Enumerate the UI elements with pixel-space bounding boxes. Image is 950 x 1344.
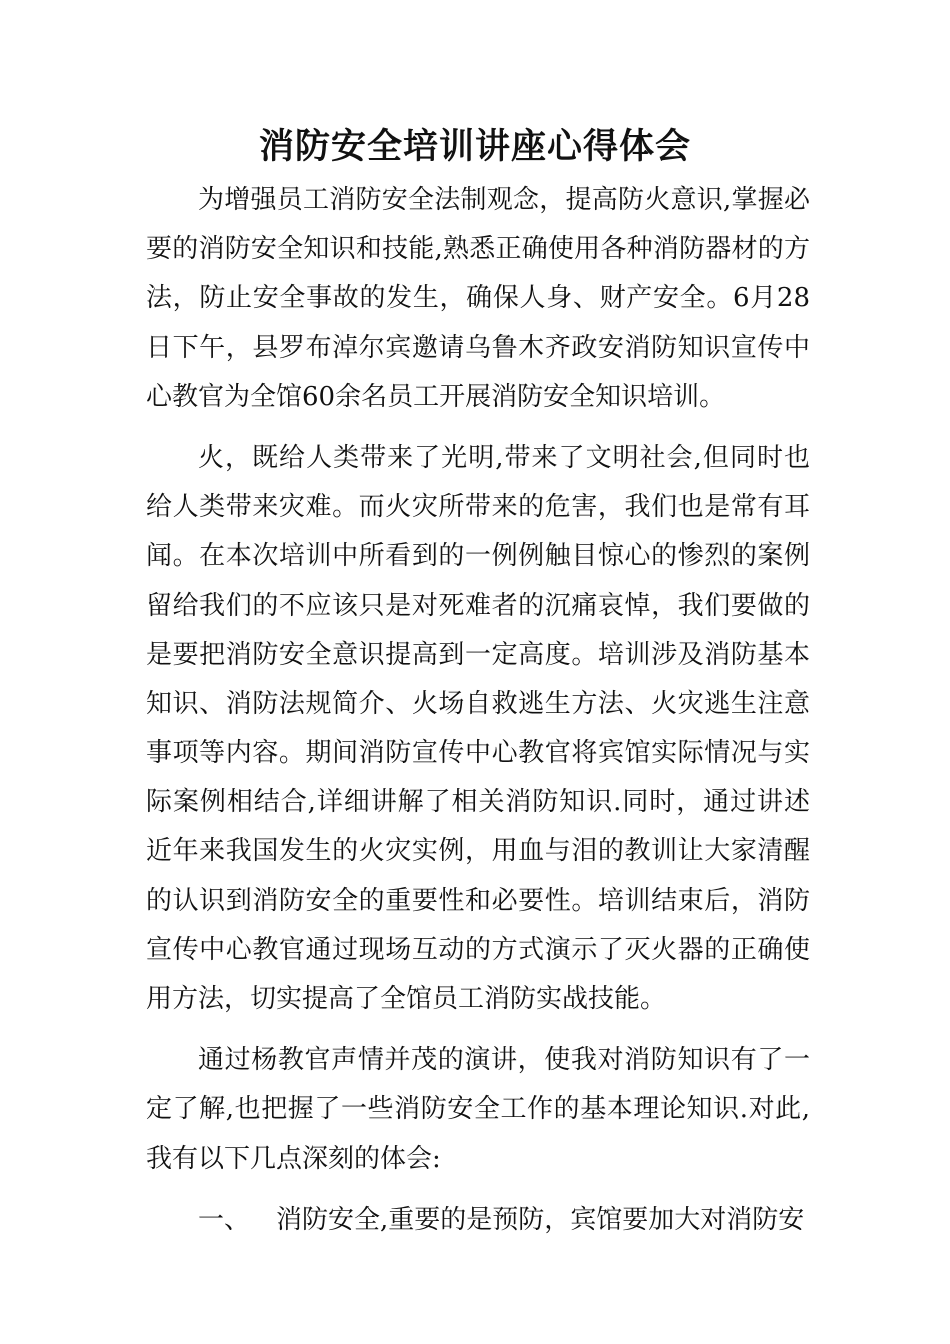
list-item-text: 消防安全,重要的是预防，宾馆要加大对消防安 (276, 1204, 805, 1235)
paragraph-line: 要的消防安全知识和技能,熟悉正确使用各种消防器材的方 (146, 234, 810, 265)
paragraph-line: 用方法，切实提高了全馆员工消防实战技能。 (146, 984, 667, 1014)
paragraph-line: 知识、消防法规简介、火场自救逃生方法、火灾逃生注意 (146, 688, 810, 719)
paragraph-line: 近年来我国发生的火灾实例，用血与泪的教训让大家清醒 (146, 836, 810, 867)
document-title: 消防安全培训讲座心得体会 (258, 126, 691, 167)
paragraph-line: 留给我们的不应该只是对死难者的沉痛哀悼，我们要做的 (146, 590, 810, 621)
paragraph-line: 是要把消防安全意识提高到一定高度。培训涉及消防基本 (146, 639, 810, 670)
paragraph-line: 心教官为全馆60余名员工开展消防安全知识培训。 (146, 381, 726, 412)
paragraph-line: 闻。在本次培训中所看到的一例例触目惊心的惨烈的案例 (146, 541, 810, 572)
paragraph-1 (146, 176, 810, 422)
paragraph-line: 定了解,也把握了一些消防安全工作的基本理论知识.对此, (146, 1094, 810, 1125)
paragraph-line: 给人类带来灾难。而火灾所带来的危害，我们也是常有耳 (146, 492, 810, 523)
paragraph-line: 为增强员工消防安全法制观念，提高防火意识,掌握必 (198, 185, 810, 215)
paragraph-line: 火，既给人类带来了光明,带来了文明社会,但同时也 (198, 442, 810, 473)
paragraph-line: 的认识到消防安全的重要性和必要性。培训结束后，消防 (146, 885, 810, 916)
paragraph-line: 法，防止安全事故的发生，确保人身、财产安全。6月28 (146, 283, 810, 314)
document-body (146, 176, 810, 1245)
paragraph-line: 际案例相结合,详细讲解了相关消防知识.同时，通过讲述 (146, 787, 810, 818)
paragraph-line: 我有以下几点深刻的体会: (146, 1143, 441, 1174)
paragraph-line: 日下午，县罗布淖尔宾邀请乌鲁木齐政安消防知识宣传中 (146, 332, 810, 363)
paragraph-3 (146, 1036, 810, 1184)
list-item-line (146, 1196, 810, 1245)
paragraph-line: 宣传中心教官通过现场互动的方式演示了灭火器的正确使 (146, 934, 810, 965)
list-marker: 一、 (198, 1204, 251, 1235)
paragraph-line: 事项等内容。期间消防宣传中心教官将宾馆实际情况与实 (146, 738, 810, 769)
paragraph-line: 通过杨教官声情并茂的演讲，使我对消防知识有了一 (198, 1045, 810, 1076)
paragraph-2 (146, 434, 810, 1024)
list-item (146, 1196, 810, 1245)
